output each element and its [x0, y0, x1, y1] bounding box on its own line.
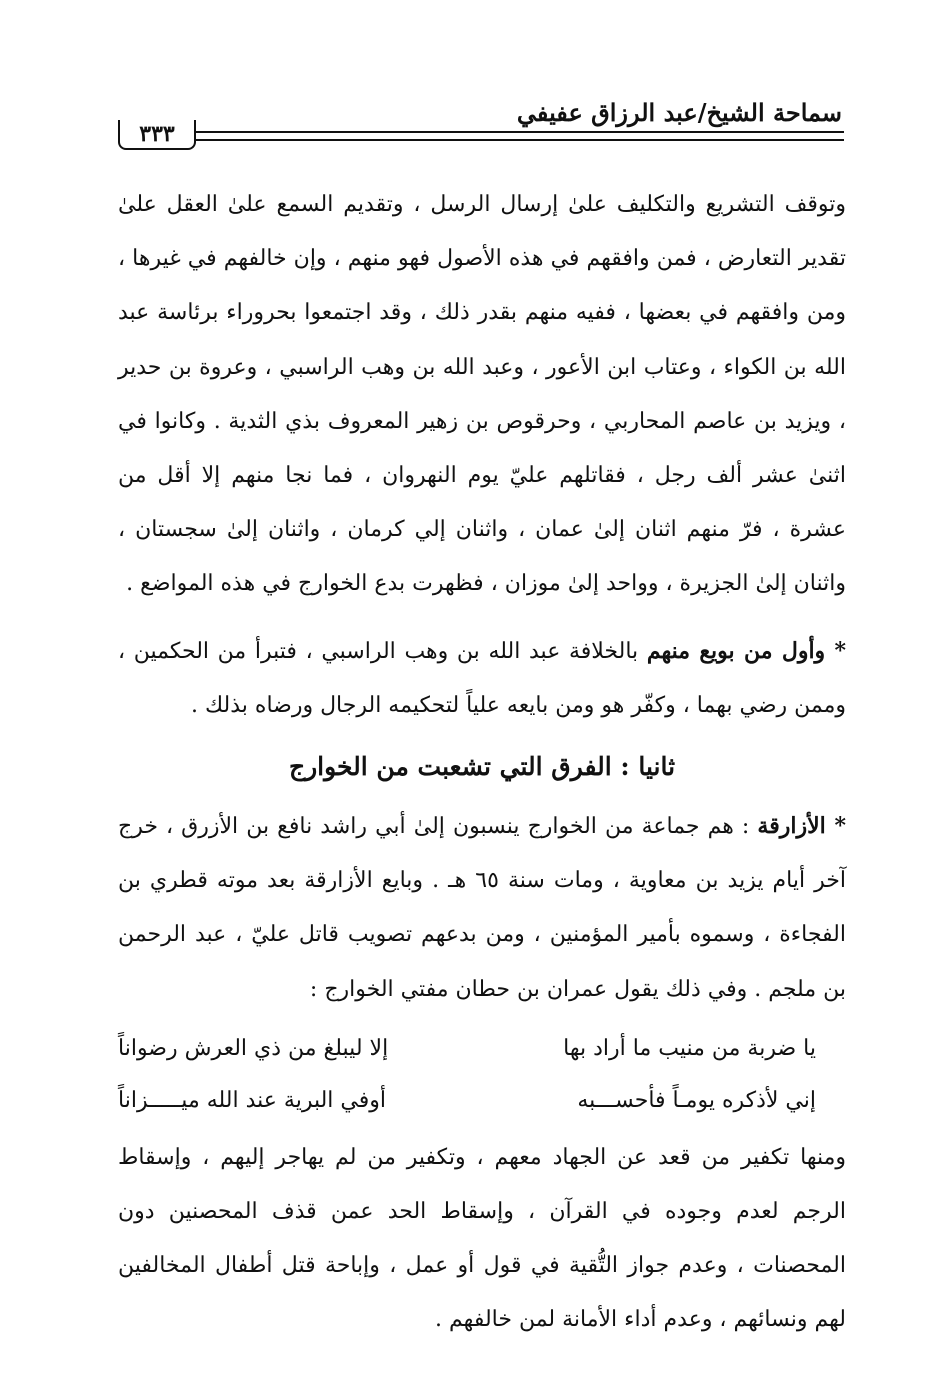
- verse-2-first-hemistich: إني لأذكره يومـاً فأحســـبه: [577, 1087, 816, 1113]
- paragraph-3-text: : هم جماعة من الخوارج ينسبون إلىٰ أبي راشد نافع بن الأزرق ، خرج آخر أيام يزيد بن معاوية ، ومات سنة ٦٥ هـ . وبايع الأزارقة بعد موته قطري بن الفجاءة ، وسموه بأمير المؤمنين ، ومن بدعهم تصويب قاتل عليّ ، عبد الرحمن بن ملجم . وفي ذلك يقول عمران بن حطان مفتي الخوارج :: [118, 814, 846, 1002]
- section-heading: ثانيا : الفرق التي تشعبت من الخوارج: [288, 752, 676, 782]
- page-body: [118, 178, 846, 1348]
- poem-verse-2: [118, 1075, 846, 1127]
- poem-verse-1: [118, 1023, 846, 1075]
- page-number: ٣٣٣: [118, 120, 196, 150]
- paragraph-4: ومنها تكفير من قعد عن الجهاد معهم ، وتكفير من لم يهاجر إليهم ، وإسقاط الرجم لعدم وجوده في القرآن ، وإسقاط الحد عمن قذف المحصنين دون المحصنات ، وعدم جواز التُّقية في قول أو عمل ، وإباحة قتل أطفال المخالفين لهم ونسائهم ، وعدم أداء الأمانة لمن خالفهم .: [118, 1144, 846, 1333]
- paragraph-3: [118, 799, 846, 1017]
- verse-1-first-hemistich: يا ضربة من منيب ما أراد بها: [563, 1035, 816, 1061]
- paragraph-2-text: بالخلافة عبد الله بن وهب الراسبي ، فتبرأ من الحكمين ، وممن رضي بهما ، وكفّر هو ومن بايعه علياً لتحكيمه الرجال ورضاه بذلك .: [118, 638, 846, 718]
- paragraph-3-lead: * الأزارقة: [757, 813, 846, 840]
- header-rule: [188, 131, 844, 141]
- verse-1-second-hemistich: إلا ليبلغ من ذي العرش رضواناً: [118, 1035, 389, 1061]
- page-header: [118, 98, 844, 150]
- running-title: سماحة الشيخ/عبد الرزاق عفيفي: [516, 98, 842, 127]
- poem: [118, 1023, 846, 1127]
- verse-2-second-hemistich: أوفي البرية عند الله ميـــــزاناً: [118, 1087, 387, 1113]
- paragraph-1: وتوقف التشريع والتكليف علىٰ إرسال الرسل ، وتقديم السمع علىٰ العقل علىٰ تقدير التعارض ، فمن وافقهم في هذه الأصول فهو منهم ، وإن خالفهم في غيرها ، ومن وافقهم في بعضها ، ففيه منهم بقدر ذلك ، وقد اجتمعوا بحروراء برئاسة عبد الله بن الكواء ، وعتاب ابن الأعور ، وعبد الله بن وهب الراسبي ، وعروة بن حدير ، ويزيد بن عاصم المحاربي ، وحرقوص بن زهير المعروف بذي الثدية . وكانوا في اثنىٰ عشر ألف رجل ، فقاتلهم عليّ يوم النهروان ، فما نجا منهم إلا أقل من عشرة ، فرّ منهم اثنان إلىٰ عمان ، واثنان إلي كرمان ، واثنان إلىٰ سجستان ، واثنان إلىٰ الجزيرة ، وواحد إلىٰ موزان ، فظهرت بدع الخوارج في هذه المواضع .: [118, 192, 846, 597]
- paragraph-2-lead: * وأول من بويع منهم: [646, 637, 847, 664]
- paragraph-2: [118, 624, 846, 733]
